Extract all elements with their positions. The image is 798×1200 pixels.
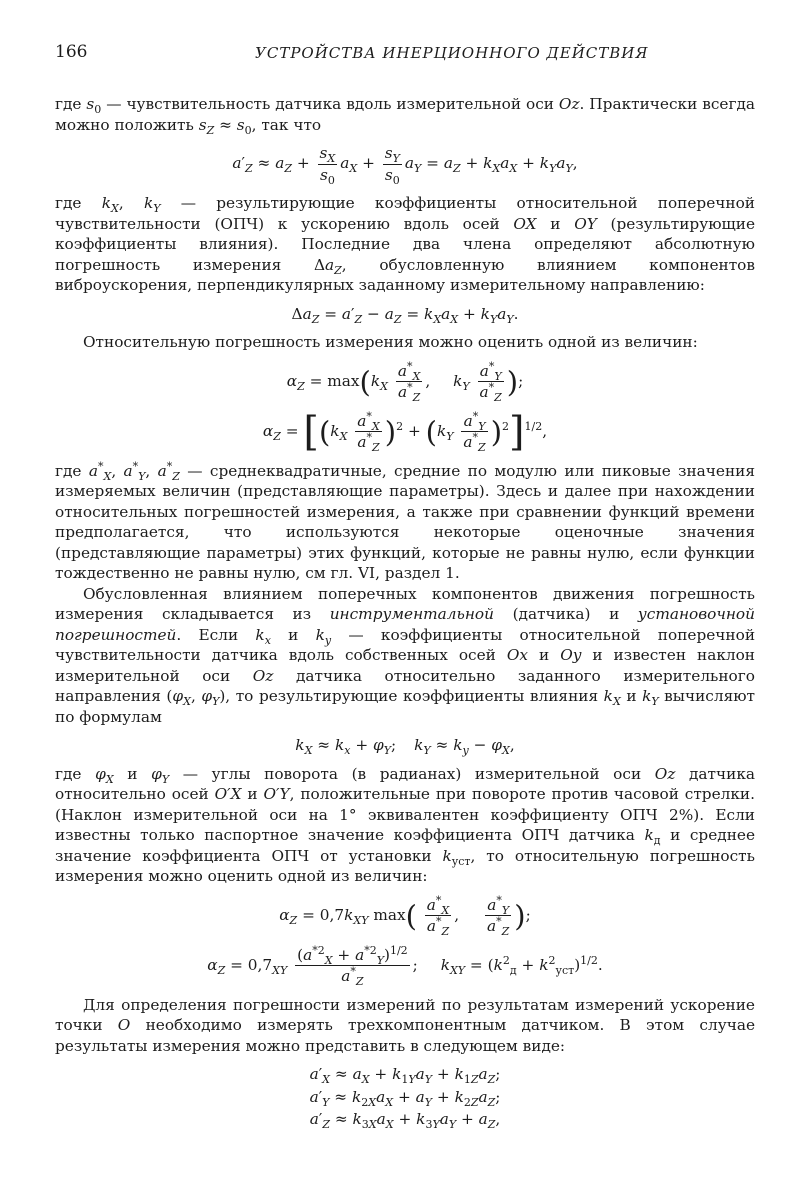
equation-3: $\alpha_Z = \max(k_X$ $\frac{a^*_X}{a^*_Z}$ , $k_Y$ $\frac{a^*_Y}{a^*_Z}$ ); — [286, 359, 524, 405]
paragraph-1: где $s_0$ — чувствительность датчика вдоль измерительной оси Oz. Практически всегда можно положить $s_Z \approx s_0$, так что — [55, 95, 755, 137]
equation-2: $\Delta a_Z = a'_Z - a_Z = k_Xa_X + k_Ya_Y$. — [291, 304, 519, 326]
equation-6: $\alpha_Z = 0,7k_{XY}$ max( $\frac{a^*_X}{a^*_Z}$ , $\frac{a^*_Y}{a^*_Z}$ ); — [279, 893, 531, 939]
page — [55, 42, 755, 1138]
page-number: 166 — [55, 42, 88, 62]
running-title: УСТРОЙСТВА ИНЕРЦИОННОГО ДЕЙСТВИЯ — [255, 44, 649, 62]
equation-4: $\alpha_Z = [(k_X$ $\frac{a^*_X}{a^*_Z}$ )$^2 + (k_Y$ $\frac{a^*_Y}{a^*_Z}$ )$^2$]$^{1/2}$, — [262, 408, 548, 455]
paragraph-2: где $k_X$, $k_Y$ — результирующие коэффициенты относительной поперечной чувствительности (ОПЧ) к ускорению вдоль осей OX и OY (результирующие коэффициенты влияния). Последние два члена определяют абсолютную погрешность измерения $\Delta a_Z$, обусловленную влиянием компонентов виброускорения, перпендикулярных заданному измерительному направлению: — [55, 194, 755, 294]
page-header — [55, 42, 755, 64]
equation-1: $a'_Z \approx a_Z$ + $\frac{s_X}{s_0}$ $a_X$ + $\frac{s_Y}{s_0}$ $a_Y = a_Z + k_Xa_X + k_Ya_Y$, — [232, 144, 578, 187]
equation-5: $k_X \approx k_x + \varphi_Y$; $k_Y \approx k_y - \varphi_X$, — [295, 736, 515, 758]
equation-9: $a'_Y \approx k_{2X}a_X + a_Y + k_{2Z}a_Z$; — [309, 1087, 501, 1109]
paragraph-6: где $\varphi_X$ и $\varphi_Y$ — углы поворота (в радианах) измерительной оси Oz датчика относительно осей O′X и O′Y, положительные при повороте против часовой стрелки. (Наклон измерительной оси на 1° эквивалентен коэффициенту ОПЧ 2%). Если известны только паспортное значение коэффициента ОПЧ датчика $k_д$ и среднее значение коэффициента ОПЧ от установки $k_{уст}$, то относительную погрешность измерения можно оценить одной из величин: — [55, 764, 755, 885]
equation-8: $a'_X \approx a_X + k_{1Y}a_Y + k_{1Z}a_Z$; — [309, 1065, 501, 1087]
paragraph-4: где $a^*_X$, $a^*_Y$, $a^*_Z$ — среднеквадратичные, средние по модулю или пиковые значения измеряемых величин (представляющие параметры). Здесь и далее при нахождении относительных погрешностей измерения, а также при сравнении функций времени предполагается, что используются некоторые оценочные значения (представляющие параметры) этих функций, которые не равны нулю, если функции тождественно не равны нулю, см гл. VI, раздел 1. — [55, 459, 755, 582]
paragraph-3: Относительную погрешность измерения можно оценить одной из величин: — [83, 333, 698, 351]
paragraph-7: Для определения погрешности измерений по результатам измерений ускорение точки O необходимо измерять трехкомпонентным датчиком. В этом случае результаты измерения можно представить в следующем виде: — [55, 995, 755, 1055]
paragraph-5: Обусловленная влиянием поперечных компонентов движения погрешность измерения складывается из инструментальной (датчика) и установочной погрешностей. Если $k_x$ и $k_y$ — коэффициенты относительной поперечной чувствительности датчика вдоль собственных осей Ox и Oy и известен наклон измерительной оси Oz датчика относительно заданного измерительного направления ($\varphi_X$, $\varphi_Y$), то результирующие коэффициенты влияния $k_X$ и $k_Y$ вычисляют по формулам — [55, 584, 756, 726]
equation-10: $a'_Z \approx k_{3X}a_X + k_{3Y}a_Y + a_Z$, — [309, 1110, 501, 1132]
equation-7: $\alpha_Z = 0,7_{XY}$ $\frac{(a^{*2}_X + a^{*2}_Y)^{1/2}}{a^*_Z}$ ; $k_{XY} = (k^2_д + k^2_{уст})^{1/2}$. — [207, 943, 603, 989]
